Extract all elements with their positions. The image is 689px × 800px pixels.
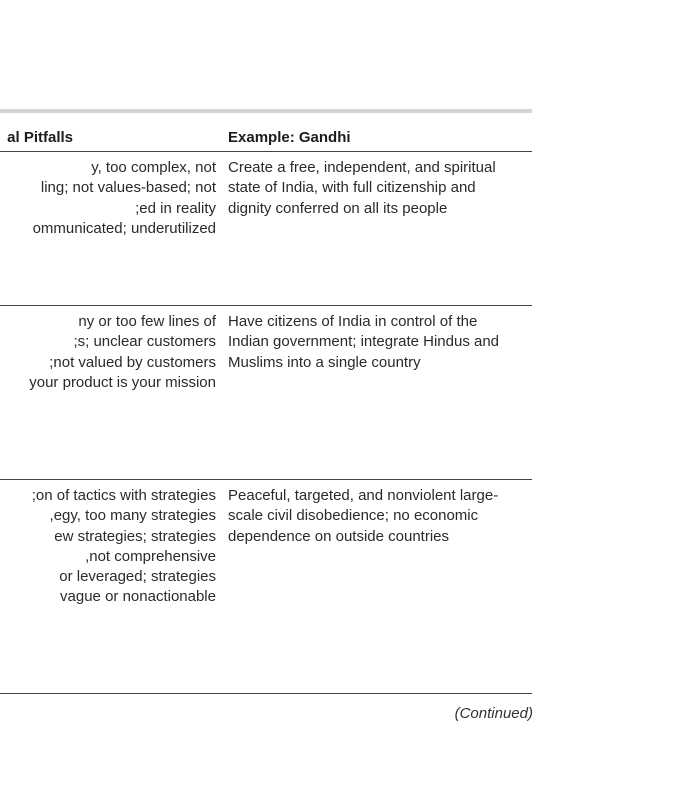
row-divider <box>0 479 532 480</box>
row-3-pitfalls-line-5: or leveraged; strategies <box>59 568 216 586</box>
row-3-example-line-1: Peaceful, targeted, and nonviolent large- <box>228 487 499 504</box>
row-2-pitfalls-line-4: your product is your mission <box>29 373 216 391</box>
row-1-pitfalls-line-1: y, too complex, not <box>91 159 216 176</box>
row-3-pitfalls-line-6: vague or nonactionable <box>60 588 216 606</box>
continued-note: (Continued) <box>454 705 533 722</box>
row-1-example-line-2: state of India, with full citizenship and <box>228 179 476 197</box>
row-1-pitfalls-line-3: ed in reality; <box>135 199 216 217</box>
row-divider <box>0 305 532 306</box>
row-3-pitfalls <box>0 486 216 608</box>
row-1-pitfalls-line-4: ommunicated; underutilized <box>32 219 216 237</box>
table-top-rule <box>0 109 532 113</box>
header-rule <box>0 151 532 152</box>
row-3-pitfalls-line-4: not comprehensive, <box>85 547 216 565</box>
row-2-pitfalls-line-3: not valued by customers; <box>49 353 216 371</box>
row-1-pitfalls <box>0 158 216 239</box>
row-3-pitfalls-line-1: on of tactics with strategies; <box>31 487 216 504</box>
row-1-example-line-3: dignity conferred on all its people <box>228 199 448 217</box>
column-header-example: Example: Gandhi <box>228 129 351 146</box>
row-2-example-line-3: Muslims into a single country <box>228 353 421 371</box>
row-3-pitfalls-line-3: ew strategies; strategies <box>54 527 216 545</box>
row-2-pitfalls-line-1: ny or too few lines of <box>78 313 216 330</box>
row-3-example-line-2: scale civil disobedience; no economic <box>228 507 479 525</box>
row-2-example <box>228 312 538 373</box>
row-2-example-line-1: Have citizens of India in control of the <box>228 313 478 330</box>
row-1-example <box>228 158 538 219</box>
row-3-pitfalls-line-2: egy, too many strategies, <box>49 507 216 525</box>
row-2-example-line-2: Indian government; integrate Hindus and <box>228 333 500 351</box>
row-2-pitfalls <box>0 312 216 393</box>
row-2-pitfalls-line-2: s; unclear customers; <box>73 333 216 351</box>
column-header-pitfalls: al Pitfalls <box>7 129 73 146</box>
row-3-example <box>228 486 538 547</box>
row-1-pitfalls-line-2: ling; not values-based; not <box>40 179 216 197</box>
row-3-example-line-3: dependence on outside countries <box>228 527 450 545</box>
row-1-example-line-1: Create a free, independent, and spiritual <box>228 159 496 176</box>
table-bottom-rule <box>0 693 532 694</box>
